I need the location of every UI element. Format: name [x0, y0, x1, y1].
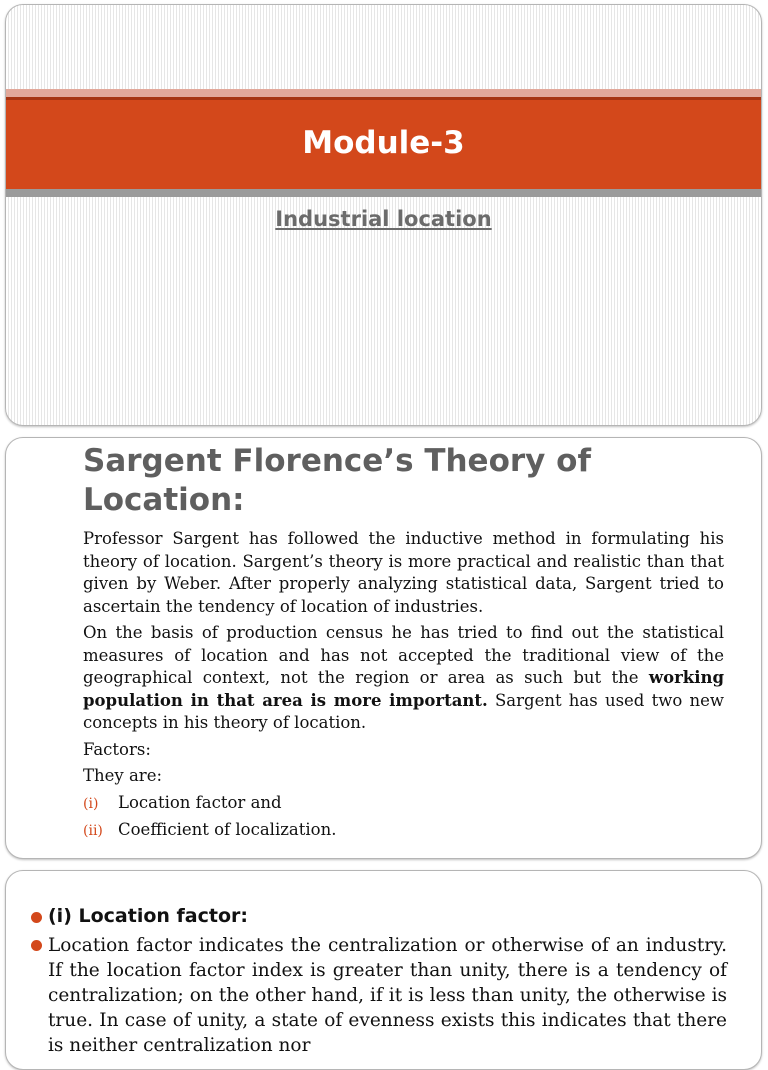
bullet-dot-icon	[31, 940, 42, 951]
bullet-text: Location factor indicates the centralization or otherwise of an industry. If the location factor index is greater than unity, there is a tendency of centralization; on the other hand, if it is less than unity, the otherwise is true. In case of unity, a state of evenness exists this indicates that there is neither centralization nor	[48, 935, 727, 1056]
list-item	[83, 819, 724, 843]
slide-subtitle: Industrial location	[275, 207, 492, 231]
list-number: (i)	[83, 795, 99, 812]
theory-slide	[5, 437, 762, 859]
list-text: Coefficient of localization.	[118, 820, 337, 839]
bullet-item	[31, 933, 731, 1058]
bullet-item	[31, 905, 248, 927]
title-band-top-stripe	[6, 89, 761, 97]
bullet-dot-icon	[31, 912, 42, 923]
paragraph-2-end: Sargent has used two new concepts in his theory of location.	[83, 690, 724, 732]
list-text: Location factor and	[118, 792, 282, 812]
list-item	[83, 792, 724, 816]
paragraph-1: Professor Sargent has followed the inductive method in formulating his theory of location. Sargent’s theory is more practical and realistic than that given by Weber. After properly analyzing statistical data, Sargent tried to ascertain the tendency of location of industries.	[83, 529, 724, 616]
title-band-shadow-stripe	[6, 189, 761, 197]
factors-label: Factors:	[83, 739, 151, 759]
they-are-label: They are:	[83, 766, 163, 785]
bullet-heading: (i) Location factor:	[48, 905, 248, 927]
slide-body	[83, 528, 724, 847]
slide-heading: Sargent Florence’s Theory of Location:	[83, 443, 591, 518]
paragraph-2	[83, 622, 724, 735]
paragraph-2-start: On the basis of production census he has tried to find out the statistical measures of location and has not accepted the traditional view of the geographical context, not the region or area as such but the	[83, 623, 724, 687]
list-number: (ii)	[83, 823, 103, 839]
title-slide	[5, 4, 762, 426]
location-factor-slide	[5, 870, 762, 1070]
slide-title: Module-3	[302, 125, 465, 161]
paragraph-2-bold: working population in that area is more important.	[83, 668, 724, 710]
